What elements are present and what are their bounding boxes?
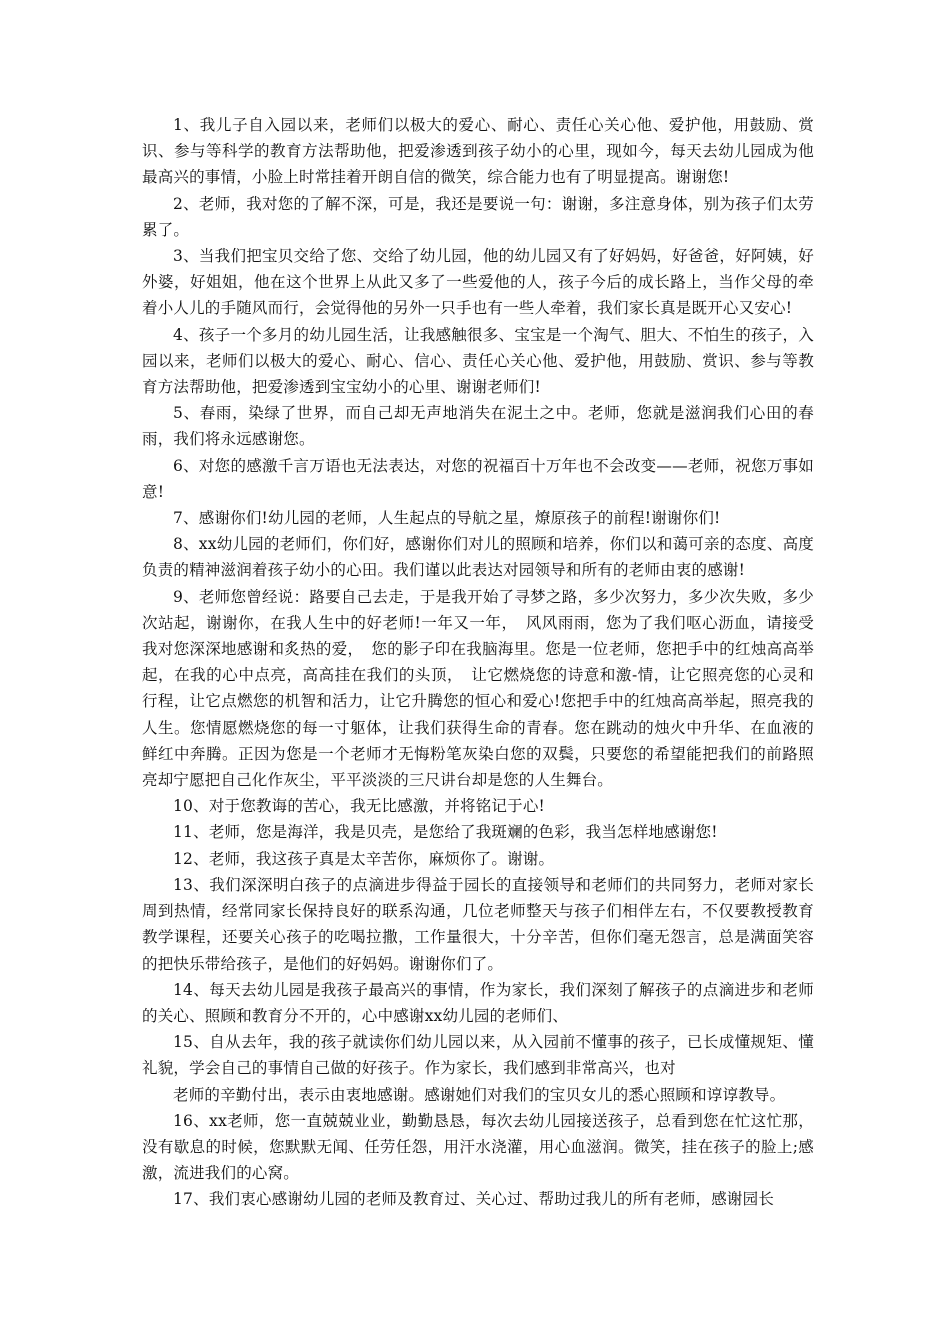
paragraph-12: 12、老师，我这孩子真是太辛苦你，麻烦你了。谢谢。 (173, 849, 555, 868)
paragraph-6: 6、对您的感激千言万语也无法表达，对您的祝福百十万年也不会改变——老师，祝您万事如意! (142, 456, 814, 501)
paragraph-1: 1、我儿子自入园以来，老师们以极大的爱心、耐心、责任心关心他、爱护他，用鼓励、赏识、参与等科学的教育方法帮助他，把爱渗透到孩子幼小的心里，现如今，每天去幼儿园成为他最高兴的事情，小脸上时常挂着开朗自信的微笑，综合能力也有了明显提高。谢谢您! (142, 116, 814, 187)
paragraph-8: 8、xx幼儿园的老师们，你们好，感谢你们对儿的照顾和培养，你们以和蔼可亲的态度、高度负责的精神滋润着孩子幼小的心田。我们谨以此表达对园领导和所有的老师由衷的感谢! (142, 535, 814, 580)
paragraph-16: 16、xx老师，您一直兢兢业业，勤勤恳恳，每次去幼儿园接送孩子，总看到您在忙这忙那，没有歇息的时候，您默默无闻、任劳任怨，用汗水浇灌，用心血滋润。微笑，挂在孩子的脸上;感激，流进我们的心窝。 (142, 1111, 814, 1183)
paragraph-13: 13、我们深深明白孩子的点滴进步得益于园长的直接领导和老师们的共同努力，老师对家长周到热情，经常同家长保持良好的联系沟通，几位老师整天与孩子们相伴左右，不仅要教授教育教学课程，还要关心孩子的吃喝拉撒，工作量很大，十分辛苦，但你们毫无怨言，总是满面笑容的把快乐带给孩子，是他们的好妈妈。谢谢你们了。 (142, 875, 814, 973)
document-page (142, 112, 814, 1213)
paragraph-11: 11、老师，您是海洋，我是贝壳，是您给了我斑斓的色彩，我当怎样地感谢您! (173, 823, 718, 842)
paragraph-5: 5、春雨，染绿了世界，而自己却无声地消失在泥土之中。老师，您就是滋润我们心田的春雨，我们将永远感谢您。 (142, 404, 814, 449)
paragraph-15: 15、自从去年，我的孩子就读你们幼儿园以来，从入园前不懂事的孩子，已长成懂规矩、懂礼貌，学会自己的事情自己做的好孩子。作为家长，我们感到非常高兴，也对 (142, 1033, 814, 1078)
paragraph-15-continued: 老师的辛勤付出，表示由衷地感谢。感谢她们对我们的宝贝女儿的悉心照顾和谆谆教导。 (173, 1085, 786, 1104)
paragraph-7: 7、感谢你们!幼儿园的老师，人生起点的导航之星，燎原孩子的前程!谢谢你们! (173, 509, 721, 528)
paragraph-3: 3、当我们把宝贝交给了您、交给了幼儿园，他的幼儿园又有了好妈妈，好爸爸，好阿姨，好外婆，好姐姐，他在这个世界上从此又多了一些爱他的人，孩子今后的成长路上，当作父母的牵着小人儿的手随风而行，会觉得他的另外一只手也有一些人牵着，我们家长真是既开心又安心! (142, 247, 814, 318)
paragraph-10: 10、对于您教诲的苦心，我无比感激，并将铭记于心! (173, 797, 545, 816)
paragraph-9: 9、老师您曾经说：路要自己去走，于是我开始了寻梦之路，多少次努力，多少次失败，多少次站起，谢谢你，在我人生中的好老师!一年又一年， 风风雨雨，您为了我们呕心沥血，请接受我对您深深地感谢和炙热的爱， 您的影子印在我脑海里。您是一位老师，您把手中的红烛高高举起，在我的心中点亮，高高挂在我们的头顶， 让它燃烧您的诗意和激-情，让它照亮您的心灵和行程，让它点燃您的机智和活力，让它升腾您的恒心和爱心!您把手中的红烛高高举起，照亮我的人生。您情愿燃烧您的每一寸躯体，让我们获得生命的青春。您在跳动的烛火中升华、在血液的鲜红中奔腾。正因为您是一个老师才无悔粉笔灰染白您的双鬓，只要您的希望能把我们的前路照亮却宁愿把自己化作灰尘，平平淡淡的三尺讲台却是您的人生舞台。 (142, 587, 814, 790)
paragraph-2: 2、老师，我对您的了解不深，可是，我还是要说一句：谢谢，多注意身体，别为孩子们太劳累了。 (142, 194, 814, 239)
paragraph-14: 14、每天去幼儿园是我孩子最高兴的事情，作为家长，我们深刻了解孩子的点滴进步和老师的关心、照顾和教育分不开的，心中感谢xx幼儿园的老师们、 (142, 980, 814, 1025)
paragraph-17: 17、我们衷心感谢幼儿园的老师及教育过、关心过、帮助过我儿的所有老师，感谢园长 (173, 1190, 775, 1209)
paragraph-4: 4、孩子一个多月的幼儿园生活，让我感触很多、宝宝是一个淘气、胆大、不怕生的孩子，入园以来，老师们以极大的爱心、耐心、信心、责任心关心他、爱护他，用鼓励、赏识、参与等教育方法帮助他，把爱渗透到宝宝幼小的心里、谢谢老师们! (142, 325, 814, 397)
